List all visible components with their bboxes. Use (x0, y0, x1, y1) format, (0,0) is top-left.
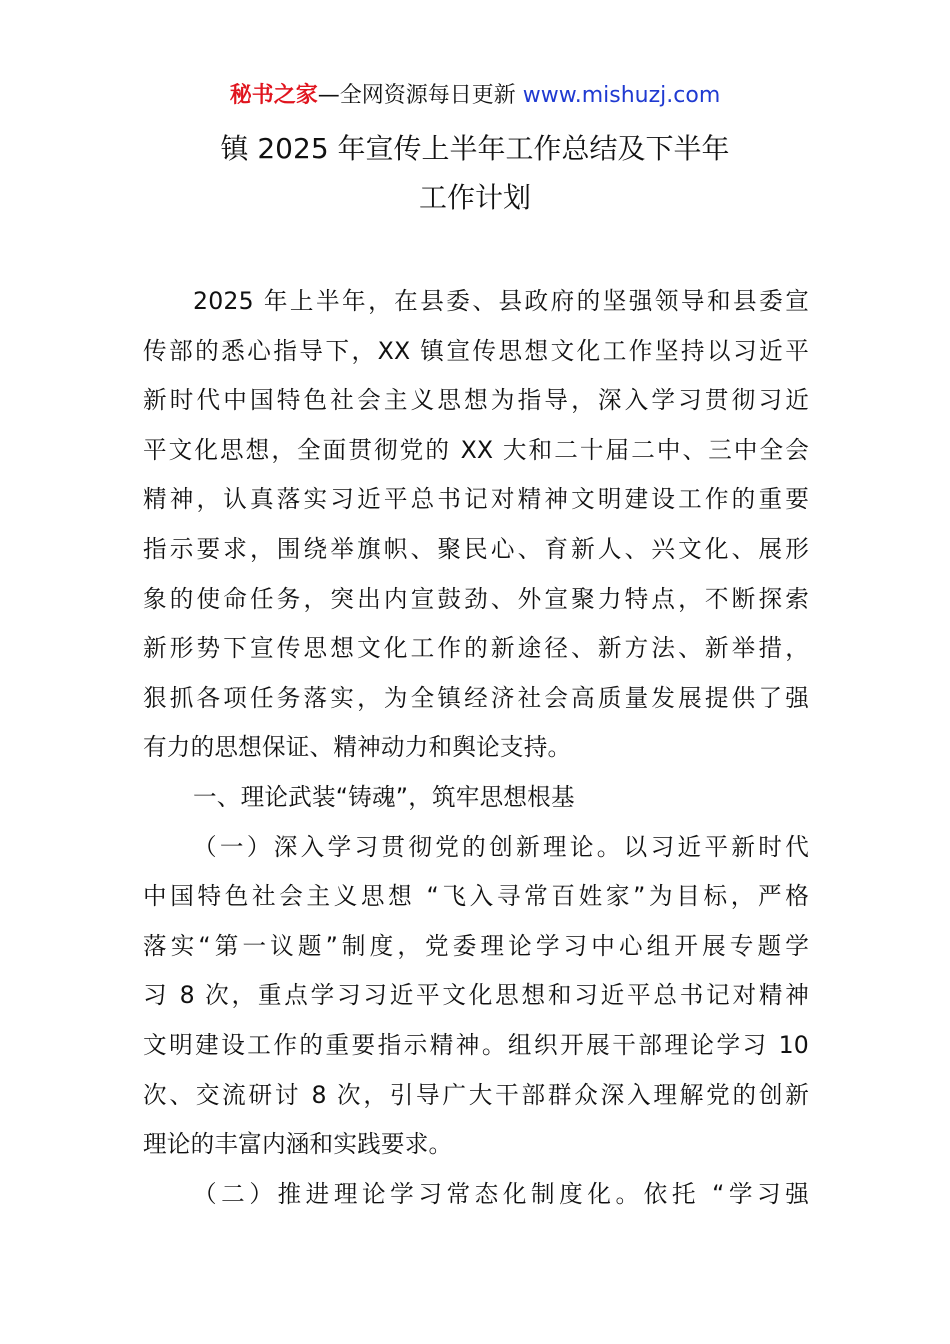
body-line: 文明建设工作的重要指示精神。组织开展干部理论学习 10 (143, 1030, 809, 1059)
site-brand: 秘书之家 (229, 83, 318, 108)
body-line: 有力的思想保证、精神动力和舆论支持。 (143, 733, 572, 762)
body-line: 习 8 次，重点学习习近平文化思想和习近平总书记对精神 (143, 981, 809, 1010)
site-url-link[interactable]: www.mishuzj.com (522, 83, 721, 108)
body-line: 新时代中国特色社会主义思想为指导，深入学习贯彻习近 (143, 386, 809, 415)
body-line: 落实“第一议题”制度，党委理论学习中心组开展专题学 (143, 931, 809, 960)
body-line: 狠抓各项任务落实，为全镇经济社会高质量发展提供了强 (143, 683, 809, 712)
document-title-line-1: 镇 2025 年宣传上半年工作总结及下半年 (220, 132, 730, 165)
body-line: 精神，认真落实习近平总书记对精神文明建设工作的重要 (143, 485, 809, 514)
site-header (0, 80, 950, 112)
body-line: 传部的悉心指导下，XX 镇宣传思想文化工作坚持以习近平 (143, 336, 809, 365)
body-line: 中国特色社会主义思想 “飞入寻常百姓家”为目标，严格 (143, 882, 809, 911)
body-line: （一）深入学习贯彻党的创新理论。以习近平新时代 (193, 832, 809, 861)
document-body (143, 277, 809, 1219)
body-line: 指示要求，围绕举旗帜、聚民心、育新人、兴文化、展形 (143, 534, 809, 563)
document-title-line-2: 工作计划 (418, 181, 531, 214)
body-line: 平文化思想，全面贯彻党的 XX 大和二十届二中、三中全会 (143, 435, 809, 464)
body-line: 理论的丰富内涵和实践要求。 (143, 1130, 453, 1159)
site-tagline: —全网资源每日更新 (317, 83, 516, 108)
body-line: （二）推进理论学习常态化制度化。依托 “学习强 (193, 1179, 809, 1208)
section-heading: 一、理论武装“铸魂”，筑牢思想根基 (193, 782, 575, 811)
body-line: 新形势下宣传思想文化工作的新途径、新方法、新举措， (143, 634, 809, 663)
body-line: 象的使命任务，突出内宣鼓劲、外宣聚力特点，不断探索 (143, 584, 809, 613)
body-line: 次、交流研讨 8 次，引导广大干部群众深入理解党的创新 (143, 1080, 809, 1109)
body-line: 2025 年上半年，在县委、县政府的坚强领导和县委宣 (193, 287, 809, 315)
